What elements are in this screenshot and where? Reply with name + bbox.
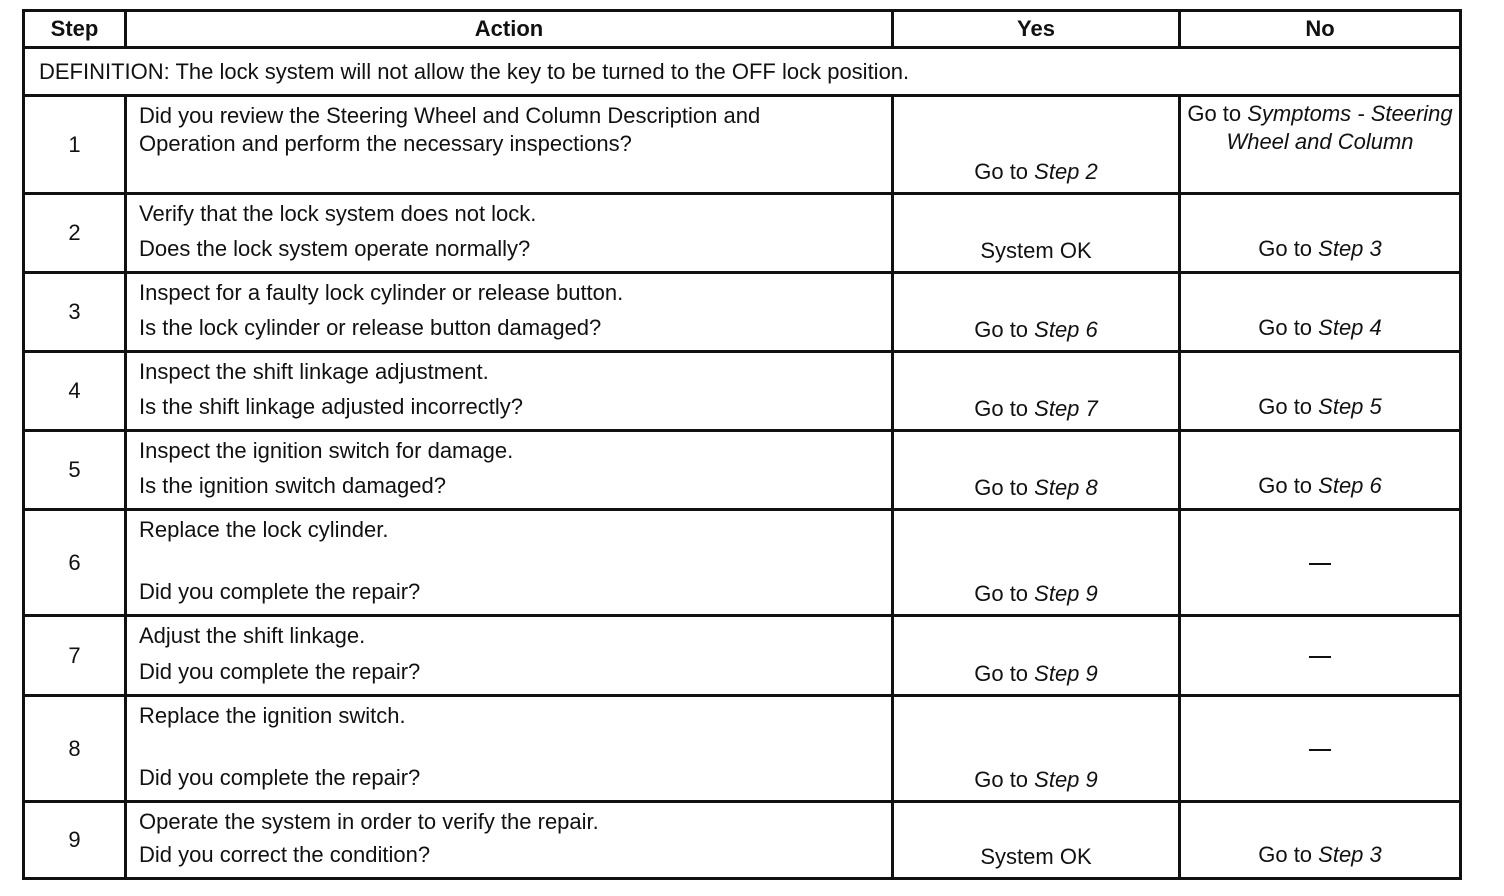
no-result — [1180, 431, 1461, 510]
no-result — [1180, 194, 1461, 273]
no-action-dash — [1309, 563, 1331, 565]
table-row — [24, 273, 1461, 352]
yes-step-ref: Step 9 — [1034, 581, 1098, 606]
table-row — [24, 696, 1461, 802]
table-row — [24, 194, 1461, 273]
action-line: Did you complete the repair? — [139, 659, 421, 684]
table-row — [24, 616, 1461, 696]
no-result — [1180, 96, 1461, 194]
no-prefix: Go to — [1258, 394, 1319, 419]
yes-result — [893, 96, 1180, 194]
yes-step-ref: Step 6 — [1034, 317, 1098, 342]
action-line: Is the lock cylinder or release button damaged? — [139, 315, 602, 340]
action-cell — [126, 194, 893, 273]
yes-result — [893, 194, 1180, 273]
step-number: 6 — [24, 510, 126, 616]
action-line: Did you review the Steering Wheel and Column Description and — [139, 103, 761, 128]
no-step-ref: Step 3 — [1318, 236, 1382, 261]
no-result — [1180, 696, 1461, 802]
no-action-dash — [1309, 749, 1331, 751]
header-yes: Yes — [893, 11, 1180, 48]
yes-step-ref: Step 8 — [1034, 475, 1098, 500]
step-number: 3 — [24, 273, 126, 352]
table-row — [24, 352, 1461, 431]
definition-text: DEFINITION: The lock system will not allow the key to be turned to the OFF lock position. — [24, 48, 1461, 96]
action-cell — [126, 273, 893, 352]
yes-step-ref: Step 9 — [1034, 661, 1098, 686]
action-cell — [126, 696, 893, 802]
action-line: Did you complete the repair? — [139, 765, 421, 790]
action-line: Does the lock system operate normally? — [139, 236, 531, 261]
no-action-dash — [1309, 656, 1331, 658]
yes-prefix: Go to — [974, 475, 1035, 500]
table-row — [24, 510, 1461, 616]
action-line: Is the shift linkage adjusted incorrectly? — [139, 394, 523, 419]
yes-result — [893, 616, 1180, 696]
no-result — [1180, 273, 1461, 352]
action-line: Operation and perform the necessary inspections? — [139, 131, 632, 156]
action-cell — [126, 802, 893, 879]
yes-prefix: Go to — [974, 159, 1035, 184]
action-line: Verify that the lock system does not lock. — [139, 201, 537, 226]
yes-result — [893, 510, 1180, 616]
no-prefix: Go to — [1258, 315, 1319, 340]
header-step: Step — [24, 11, 126, 48]
yes-prefix: Go to — [974, 317, 1035, 342]
step-number: 7 — [24, 616, 126, 696]
yes-step-ref: Step 7 — [1034, 396, 1098, 421]
action-line: Inspect the ignition switch for damage. — [139, 438, 514, 463]
step-number: 9 — [24, 802, 126, 879]
no-prefix: Go to — [1258, 473, 1319, 498]
yes-step-ref: Step 9 — [1034, 767, 1098, 792]
yes-result — [893, 431, 1180, 510]
header-no: No — [1180, 11, 1461, 48]
yes-prefix: System OK — [980, 844, 1092, 869]
yes-prefix: Go to — [974, 396, 1035, 421]
definition-row — [24, 48, 1461, 96]
action-line: Inspect the shift linkage adjustment. — [139, 359, 489, 384]
step-number: 1 — [24, 96, 126, 194]
yes-result — [893, 352, 1180, 431]
yes-prefix: Go to — [974, 581, 1035, 606]
no-step-ref: Step 3 — [1318, 842, 1382, 867]
no-result — [1180, 802, 1461, 879]
action-line: Operate the system in order to verify the repair. — [139, 809, 599, 834]
table-row — [24, 802, 1461, 879]
no-prefix: Go to — [1258, 236, 1319, 261]
no-result — [1180, 616, 1461, 696]
yes-step-ref: Step 2 — [1034, 159, 1098, 184]
action-cell — [126, 510, 893, 616]
action-line: Replace the ignition switch. — [139, 703, 406, 728]
header-row — [24, 11, 1461, 48]
no-result — [1180, 352, 1461, 431]
no-step-ref: Step 6 — [1318, 473, 1382, 498]
action-line: Did you correct the condition? — [139, 842, 431, 867]
action-line: Replace the lock cylinder. — [139, 517, 389, 542]
yes-prefix: Go to — [974, 661, 1035, 686]
header-action: Action — [126, 11, 893, 48]
action-line: Inspect for a faulty lock cylinder or release button. — [139, 280, 624, 305]
step-number: 8 — [24, 696, 126, 802]
action-cell — [126, 352, 893, 431]
diagnostic-sheet — [22, 9, 1459, 880]
no-result — [1180, 510, 1461, 616]
no-prefix: Go to — [1258, 842, 1319, 867]
diagnostic-table — [22, 9, 1462, 880]
no-step-ref: Step 4 — [1318, 315, 1382, 340]
yes-prefix: System OK — [980, 238, 1092, 263]
table-row — [24, 96, 1461, 194]
action-line: Adjust the shift linkage. — [139, 623, 366, 648]
step-number: 2 — [24, 194, 126, 273]
yes-result — [893, 802, 1180, 879]
action-cell — [126, 616, 893, 696]
no-step-ref: Symptoms - Steering Wheel and Column — [1226, 101, 1453, 154]
yes-result — [893, 273, 1180, 352]
table-row — [24, 431, 1461, 510]
step-number: 4 — [24, 352, 126, 431]
step-number: 5 — [24, 431, 126, 510]
action-cell — [126, 431, 893, 510]
no-prefix: Go to — [1187, 101, 1248, 126]
action-line: Did you complete the repair? — [139, 579, 421, 604]
action-cell — [126, 96, 893, 194]
no-step-ref: Step 5 — [1318, 394, 1382, 419]
yes-result — [893, 696, 1180, 802]
yes-prefix: Go to — [974, 767, 1035, 792]
action-line: Is the ignition switch damaged? — [139, 473, 446, 498]
